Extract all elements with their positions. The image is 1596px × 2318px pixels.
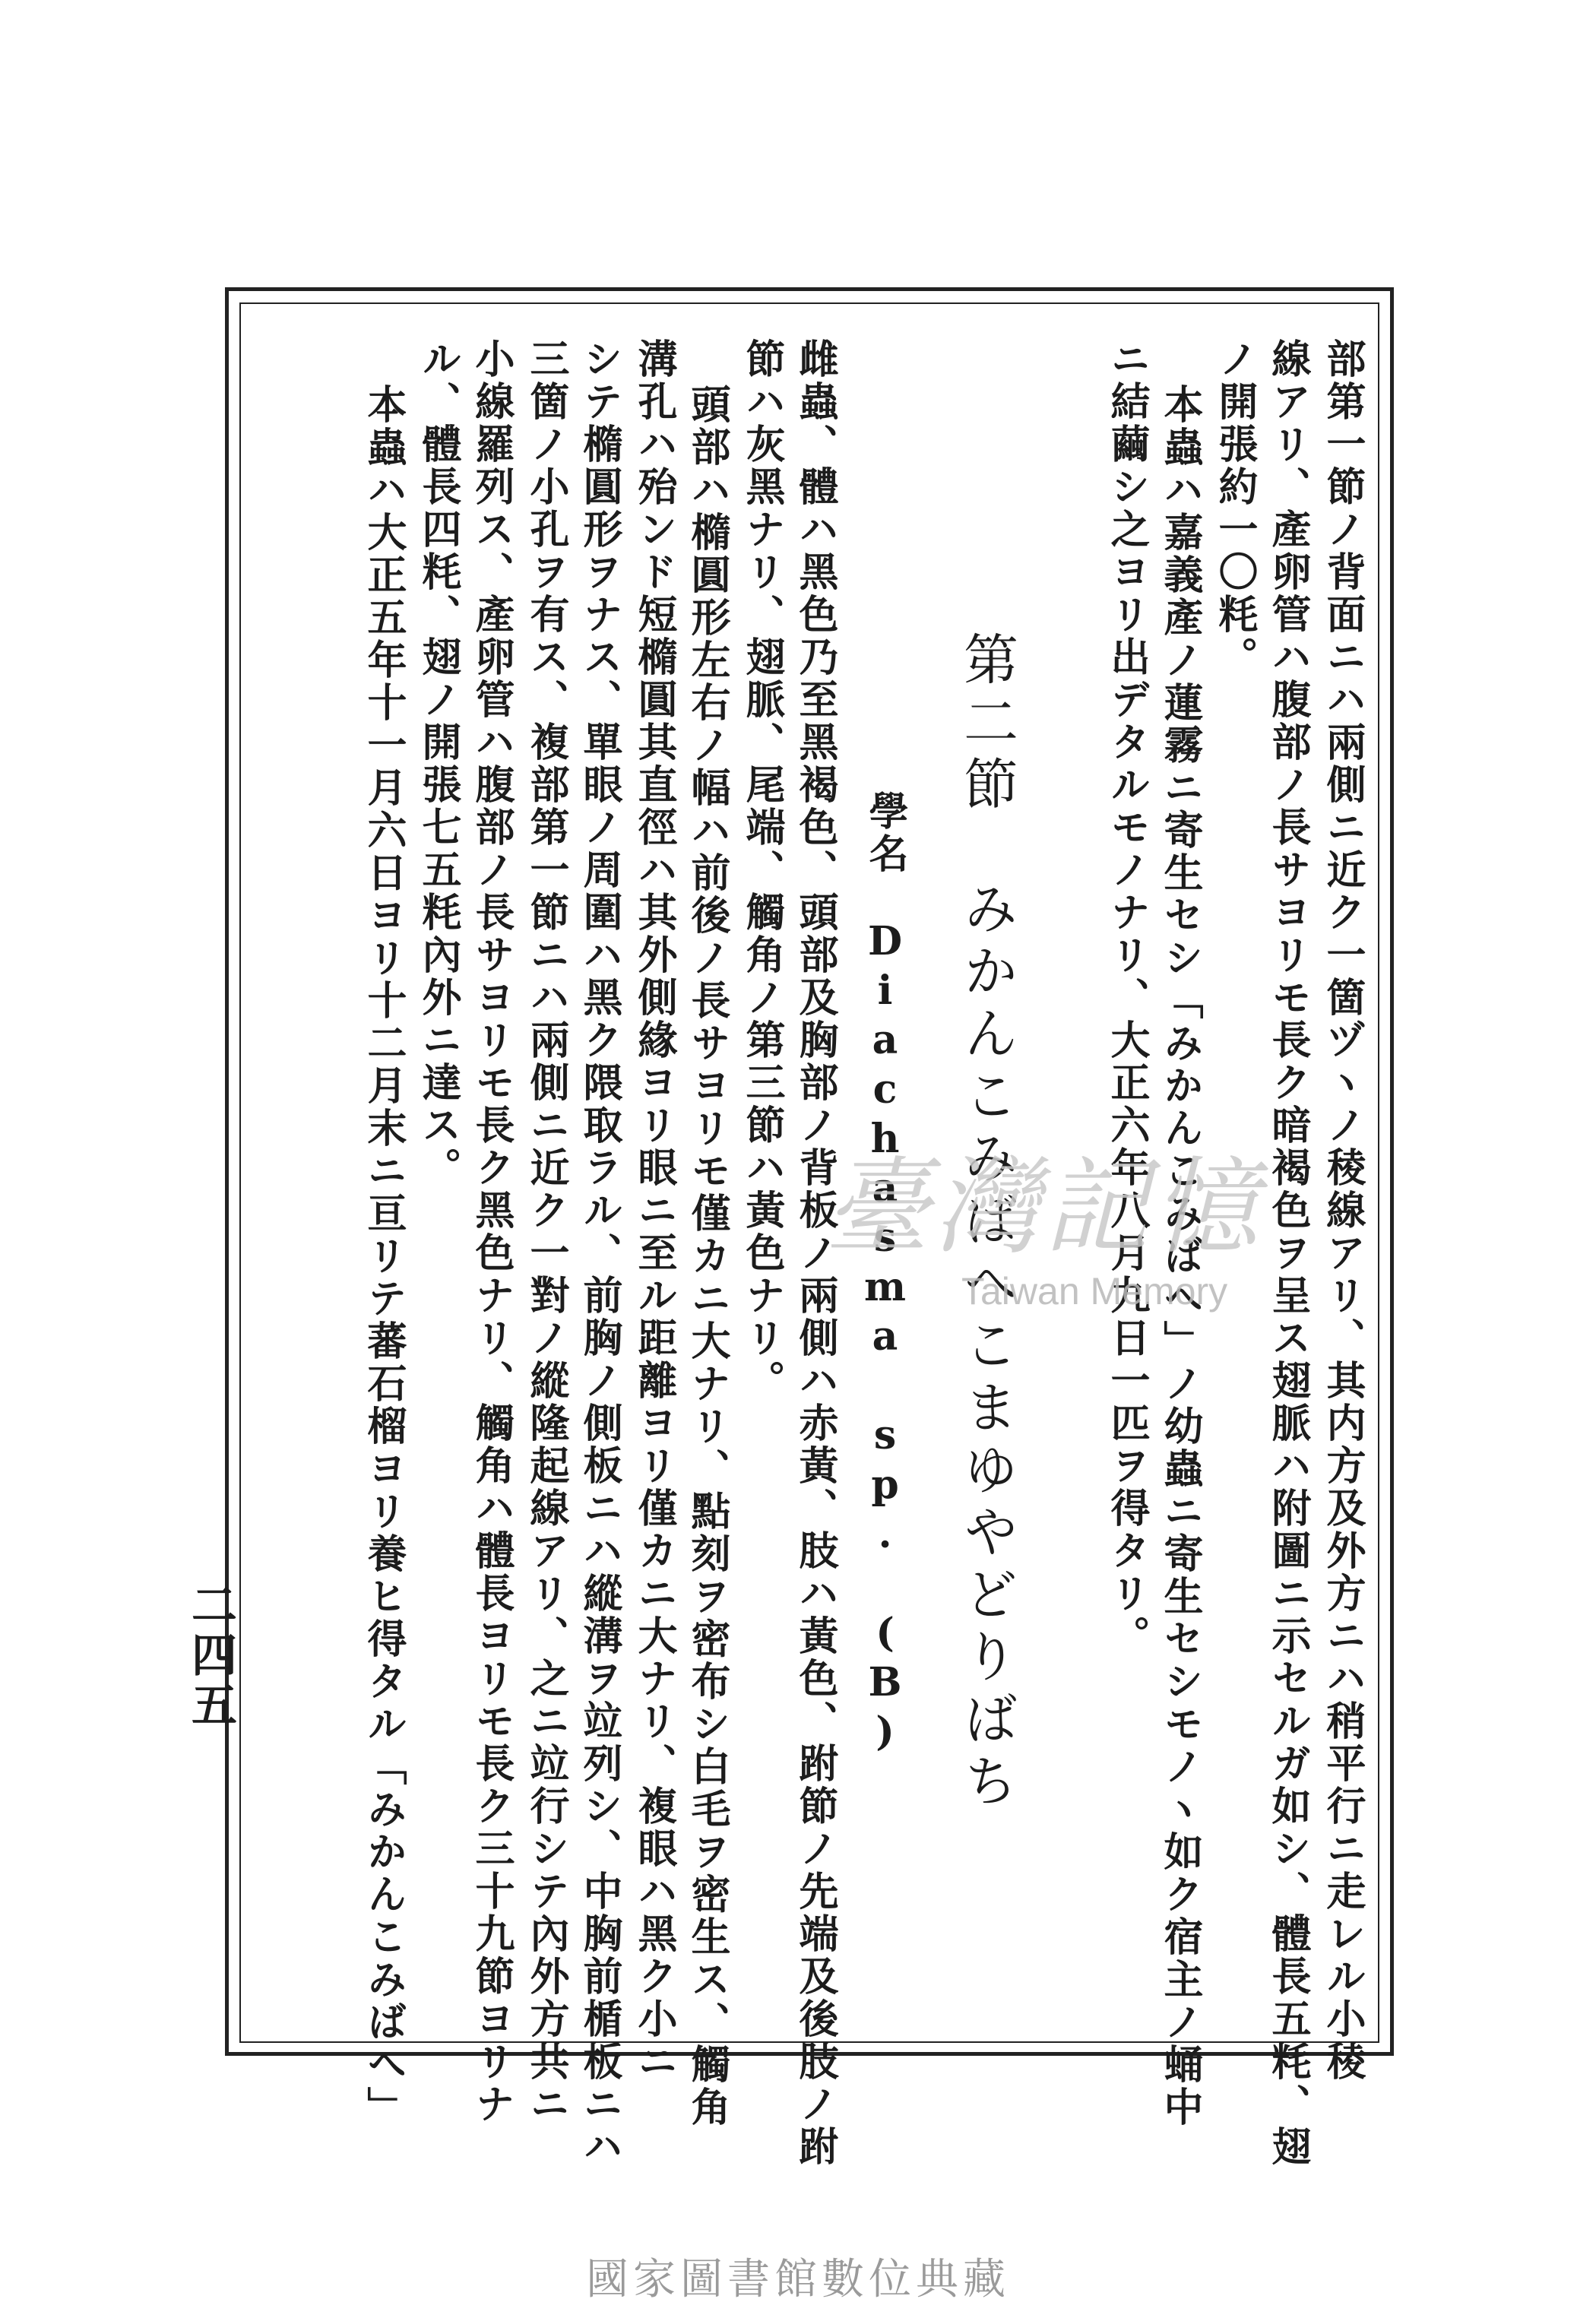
text-column-12: シテ橢圓形ヲナス、單眼ノ周圍ハ黑ク隈取ラル、前胸ノ側板ニハ縱溝ヲ竝列シ、中胸前楯板ニハ (576, 338, 622, 2168)
text-column-2: 線アリ、產卵管ハ腹部ノ長サヨリモ長ク暗褐色ヲ呈ス翅脈ハ附圖ニ示セルガ如シ、體長五粍、翅 (1265, 338, 1311, 2168)
watermark-chinese: 臺灣記憶 (825, 1146, 1263, 1268)
section-heading: 第二節 みかんこみばへこまゆやどりばち (955, 631, 1018, 1815)
text-column-3: ノ開張約一〇粍。 (1211, 338, 1258, 679)
text-column-1: 部第一節ノ背面ニハ兩側ニ近ク一箇ヅヽノ稜線アリ、其内方及外方ニハ稍平行ニ走レル小稜 (1319, 338, 1366, 2083)
watermark-english: Taiwan Memory (961, 1270, 1228, 1313)
text-column-5: ニ結繭シ之ヨリ出デタルモノナリ、大正六年八月九日一匹ヲ得タリ。 (1104, 338, 1150, 1658)
watermark-logo (825, 1146, 1296, 1338)
text-column-14: 小線羅列ス、產卵管ハ腹部ノ長サヨリモ長ク黑色ナリ、觸角ハ體長ヨリモ長ク三十九節ヨリナ (468, 338, 515, 2126)
text-column-8: 雌蟲、體ハ黑色乃至黑褐色、頭部及胸部ノ背板ノ兩側ハ赤黃、肢ハ黃色、跗節ノ先端及後肢ノ跗 (792, 338, 838, 2168)
text-column-15: ル、體長四粍、翅ノ開張七五粍內外ニ達ス。 (415, 338, 461, 1189)
text-column-10: 頭部ハ橢圓形左右ノ幅ハ前後ノ長サヨリモ僅カニ大ナリ、點刻ヲ密布シ白毛ヲ密生ス、觸角 (684, 384, 730, 2129)
footer-archive-label: 國家圖書館數位典藏 (586, 2255, 1010, 2304)
text-column-13: 三箇ノ小孔ヲ有ス、複部第一節ニハ兩側ニ近ク一對ノ縱隆起線アリ、之ニ竝行シテ內外方共ニ (523, 338, 569, 2126)
text-column-4: 本蟲ハ嘉義產ノ蓮霧ニ寄生セシ「みかんこみばへ」ノ幼蟲ニ寄生セシモノヽ如ク宿主ノ蛹中 (1157, 384, 1203, 2129)
text-column-16: 本蟲ハ大正五年十一月六日ヨリ十二月末ニ亘リテ蕃石榴ヨリ養ヒ得タル「みかんこみばへ」 (360, 384, 407, 2129)
text-column-9: 節ハ灰黑ナリ、翅脈、尾端、觸角ノ第三節ハ黃色ナリ。 (739, 338, 785, 1402)
text-column-11: 溝孔ハ殆ンド短橢圓其直徑ハ其外側緣ヨリ眼ニ至ル距離ヨリ僅カニ大ナリ、複眼ハ黑ク小ニ (631, 338, 677, 2083)
page-number: 二四五 (184, 1581, 237, 1731)
scientific-name-line: 學名 Diachasma sp. (B) (862, 790, 908, 1758)
